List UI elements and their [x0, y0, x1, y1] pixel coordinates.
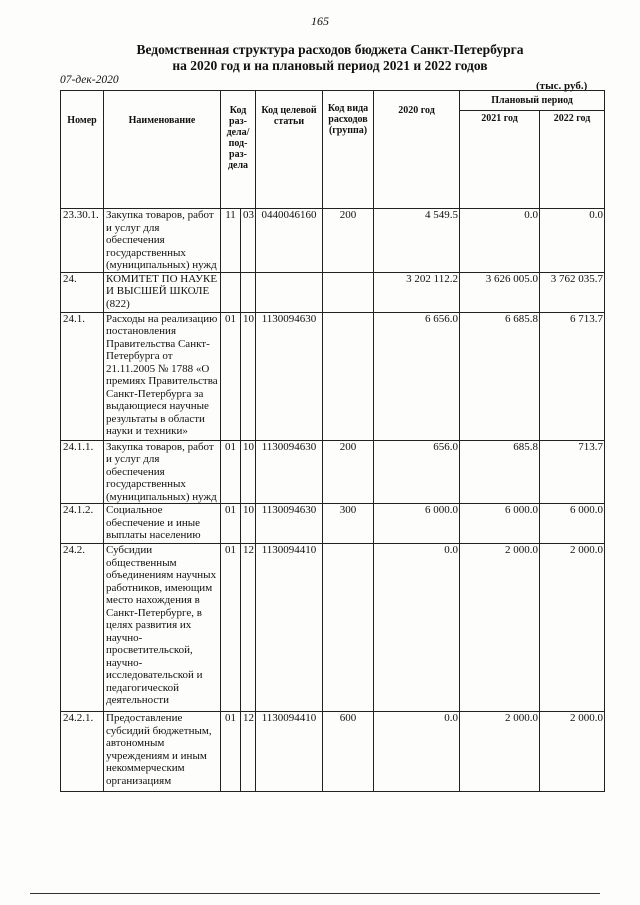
units-label: (тыс. руб.): [536, 80, 588, 92]
row-name: Субсидии общественным объединениям научных работников, имеющим место нахождения в Санкт-Петербурге, в целях развития их научно-просветительской, научно-исследовательской и педагогической деятельности: [104, 544, 221, 712]
row-value-2020: 0.0: [374, 544, 460, 712]
row-value-2021: 3 626 005.0: [460, 272, 540, 312]
row-subsection: 12: [241, 544, 256, 712]
table-row: [61, 504, 605, 544]
row-type-code: [323, 272, 374, 312]
row-name: Закупка товаров, работ и услуг для обеспечения государственных (муниципальных) нужд: [104, 440, 221, 504]
row-subsection: [241, 272, 256, 312]
table-row: [61, 312, 605, 440]
header-plan-period: Плановый период: [460, 91, 605, 111]
document-title: [60, 42, 600, 74]
row-subsection: 10: [241, 440, 256, 504]
row-number: 24.1.2.: [61, 504, 104, 544]
row-name: КОМИТЕТ ПО НАУКЕ И ВЫСШЕЙ ШКОЛЕ (822): [104, 272, 221, 312]
row-section: 01: [221, 712, 241, 792]
header-number: Номер: [61, 91, 104, 209]
row-number: 24.2.1.: [61, 712, 104, 792]
row-name: Закупка товаров, работ и услуг для обеспечения государственных (муниципальных) нужд: [104, 209, 221, 273]
row-subsection: 03: [241, 209, 256, 273]
row-value-2021: 685.8: [460, 440, 540, 504]
row-value-2020: 0.0: [374, 712, 460, 792]
document-date: 07-дек-2020: [60, 74, 119, 86]
row-section: 01: [221, 504, 241, 544]
row-target-code: 0440046160: [256, 209, 323, 273]
row-value-2021: 2 000.0: [460, 712, 540, 792]
row-value-2022: 3 762 035.7: [540, 272, 605, 312]
header-2021: 2021 год: [460, 111, 540, 209]
row-number: 24.1.: [61, 312, 104, 440]
expenditure-table: [60, 90, 605, 792]
row-value-2022: 6 713.7: [540, 312, 605, 440]
row-section: [221, 272, 241, 312]
row-value-2022: 6 000.0: [540, 504, 605, 544]
page-number: 165: [311, 14, 329, 28]
row-type-code: 300: [323, 504, 374, 544]
row-name: Предоставление субсидий бюджетным, автономным учреждениям и иным некоммерческим организациям: [104, 712, 221, 792]
row-number: 23.30.1.: [61, 209, 104, 273]
header-2020: 2020 год: [374, 91, 460, 209]
row-subsection: 10: [241, 312, 256, 440]
row-section: 01: [221, 440, 241, 504]
table-row: [61, 209, 605, 273]
table-row: [61, 440, 605, 504]
row-target-code: 1130094630: [256, 440, 323, 504]
scan-edge-line: [30, 893, 600, 894]
row-name: Расходы на реализацию постановления Правительства Санкт-Петербурга от 21.11.2005 № 1788 «О премиях Правительства Санкт-Петербурга за выдающиеся научные результаты в области науки и техники»: [104, 312, 221, 440]
row-target-code: 1130094630: [256, 504, 323, 544]
title-line-2: на 2020 год и на плановый период 2021 и 2022 годов: [172, 58, 488, 73]
row-type-code: 600: [323, 712, 374, 792]
row-value-2022: 2 000.0: [540, 712, 605, 792]
row-value-2021: 6 000.0: [460, 504, 540, 544]
row-value-2020: 6 000.0: [374, 504, 460, 544]
row-value-2021: 6 685.8: [460, 312, 540, 440]
row-subsection: 10: [241, 504, 256, 544]
row-type-code: [323, 312, 374, 440]
row-section: 01: [221, 544, 241, 712]
row-subsection: 12: [241, 712, 256, 792]
row-number: 24.: [61, 272, 104, 312]
header-name: Наименование: [104, 91, 221, 209]
header-2022: 2022 год: [540, 111, 605, 209]
row-value-2021: 0.0: [460, 209, 540, 273]
header-target-code: Код целевой статьи: [256, 91, 323, 209]
row-type-code: 200: [323, 209, 374, 273]
row-value-2022: 713.7: [540, 440, 605, 504]
table-row: [61, 544, 605, 712]
header-section-code: Код раз- дела/ под- раз- дела: [221, 91, 256, 209]
row-name: Социальное обеспечение и иные выплаты населению: [104, 504, 221, 544]
row-value-2022: 0.0: [540, 209, 605, 273]
header-expense-type-code: Код вида расходов (группа): [323, 91, 374, 209]
row-value-2020: 6 656.0: [374, 312, 460, 440]
row-number: 24.2.: [61, 544, 104, 712]
row-value-2020: 3 202 112.2: [374, 272, 460, 312]
row-target-code: 1130094410: [256, 712, 323, 792]
row-type-code: [323, 544, 374, 712]
title-line-1: Ведомственная структура расходов бюджета Санкт-Петербурга: [136, 42, 524, 57]
row-value-2020: 656.0: [374, 440, 460, 504]
row-value-2022: 2 000.0: [540, 544, 605, 712]
row-number: 24.1.1.: [61, 440, 104, 504]
row-value-2020: 4 549.5: [374, 209, 460, 273]
row-target-code: 1130094630: [256, 312, 323, 440]
row-section: 11: [221, 209, 241, 273]
table-row: [61, 712, 605, 792]
row-target-code: [256, 272, 323, 312]
row-section: 01: [221, 312, 241, 440]
table-row: [61, 272, 605, 312]
row-target-code: 1130094410: [256, 544, 323, 712]
row-type-code: 200: [323, 440, 374, 504]
row-value-2021: 2 000.0: [460, 544, 540, 712]
